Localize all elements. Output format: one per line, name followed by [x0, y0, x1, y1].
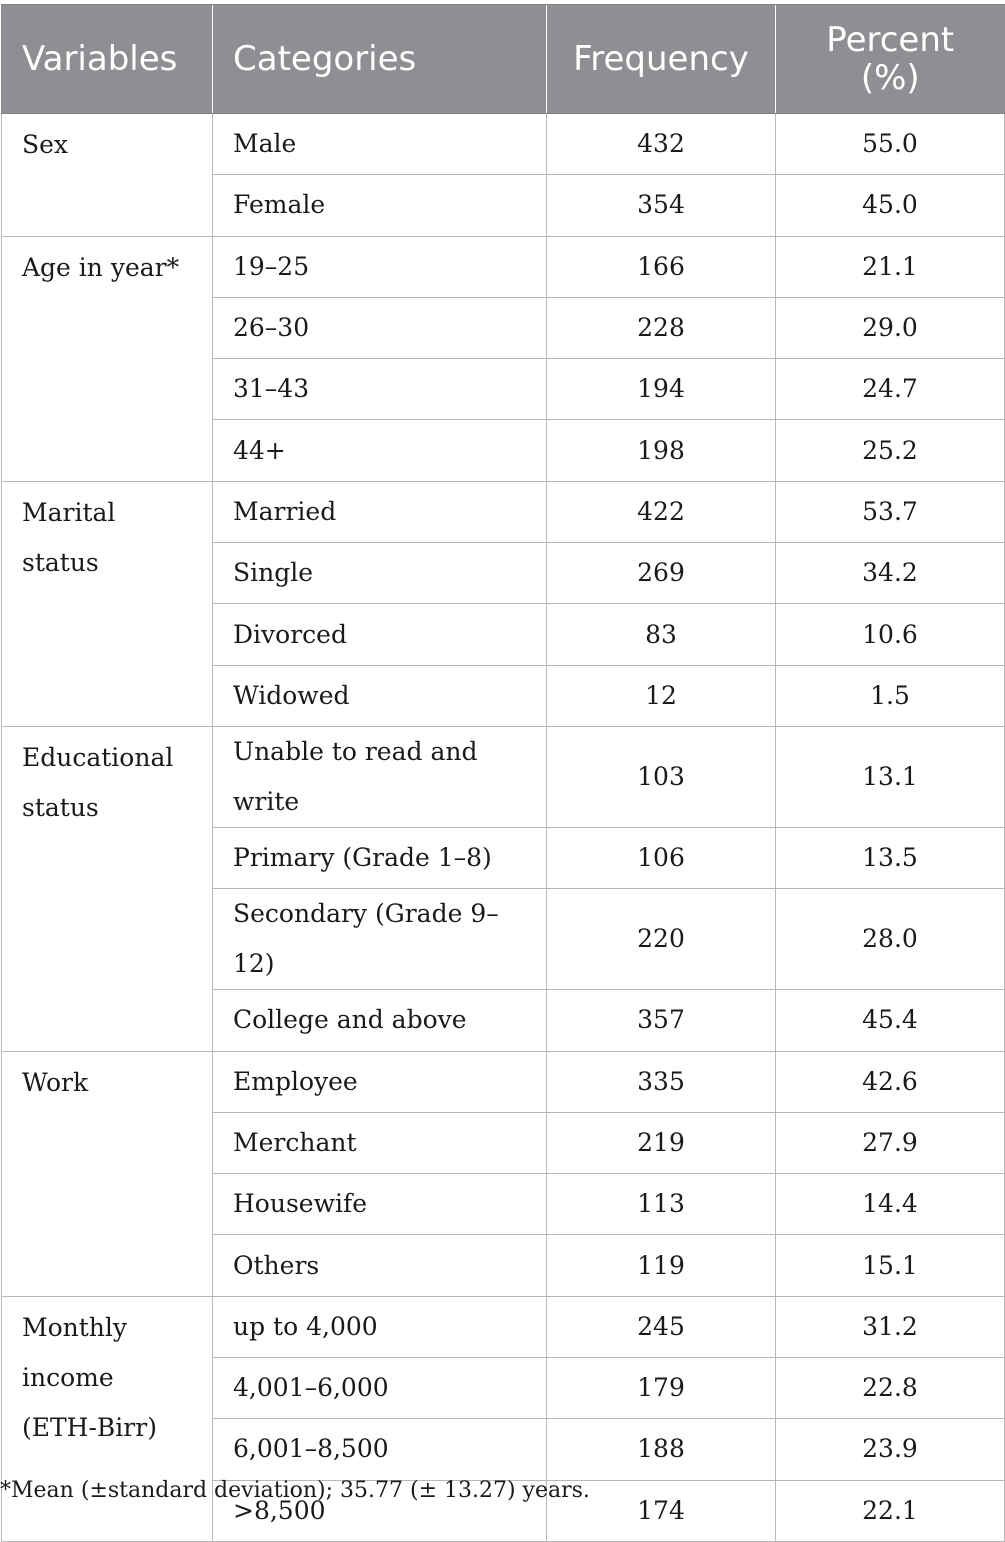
frequency-cell: 119 — [547, 1235, 776, 1296]
frequency-cell: 354 — [547, 175, 776, 236]
variable-cell: Sex — [2, 114, 213, 237]
category-cell: 19–25 — [213, 236, 547, 297]
table-header — [2, 5, 1005, 114]
frequency-cell: 245 — [547, 1296, 776, 1357]
percent-cell: 23.9 — [776, 1419, 1005, 1480]
variable-cell: Monthly income (ETH-Birr) — [2, 1296, 213, 1541]
percent-cell: 45.0 — [776, 175, 1005, 236]
category-cell: Divorced — [213, 604, 547, 665]
category-cell: Married — [213, 481, 547, 542]
table-row — [2, 726, 1005, 827]
percent-cell: 21.1 — [776, 236, 1005, 297]
category-cell: Male — [213, 114, 547, 175]
category-cell: College and above — [213, 990, 547, 1051]
frequency-cell: 12 — [547, 665, 776, 726]
percent-cell: 10.6 — [776, 604, 1005, 665]
percent-cell: 34.2 — [776, 543, 1005, 604]
percent-cell: 25.2 — [776, 420, 1005, 481]
percent-cell: 45.4 — [776, 990, 1005, 1051]
variable-cell: Age in year* — [2, 236, 213, 481]
category-cell: Primary (Grade 1–8) — [213, 827, 547, 888]
percent-cell: 1.5 — [776, 665, 1005, 726]
frequency-cell: 269 — [547, 543, 776, 604]
header-categories: Categories — [213, 5, 547, 114]
frequency-cell: 198 — [547, 420, 776, 481]
category-cell: Secondary (Grade 9–12) — [213, 889, 547, 990]
frequency-cell: 219 — [547, 1112, 776, 1173]
frequency-cell: 83 — [547, 604, 776, 665]
category-cell: Others — [213, 1235, 547, 1296]
frequency-cell: 432 — [547, 114, 776, 175]
percent-cell: 22.8 — [776, 1358, 1005, 1419]
frequency-cell: 166 — [547, 236, 776, 297]
category-cell: Single — [213, 543, 547, 604]
header-variables: Variables — [2, 5, 213, 114]
frequency-cell: 103 — [547, 726, 776, 827]
percent-cell: 13.5 — [776, 827, 1005, 888]
percent-cell: 14.4 — [776, 1174, 1005, 1235]
percent-cell: 28.0 — [776, 889, 1005, 990]
category-cell: Female — [213, 175, 547, 236]
category-cell: Widowed — [213, 665, 547, 726]
frequency-cell: 220 — [547, 889, 776, 990]
percent-cell: 42.6 — [776, 1051, 1005, 1112]
table-row — [2, 1051, 1005, 1112]
table-row — [2, 236, 1005, 297]
category-cell: 6,001–8,500 — [213, 1419, 547, 1480]
frequency-cell: 194 — [547, 359, 776, 420]
percent-cell: 13.1 — [776, 726, 1005, 827]
category-cell: 4,001–6,000 — [213, 1358, 547, 1419]
frequency-cell: 188 — [547, 1419, 776, 1480]
frequency-cell: 357 — [547, 990, 776, 1051]
variable-cell: Marital status — [2, 481, 213, 726]
percent-cell: 55.0 — [776, 114, 1005, 175]
table-row — [2, 481, 1005, 542]
category-cell: 44+ — [213, 420, 547, 481]
category-cell: up to 4,000 — [213, 1296, 547, 1357]
category-cell: 26–30 — [213, 297, 547, 358]
variable-cell: Work — [2, 1051, 213, 1296]
category-cell: Unable to read and write — [213, 726, 547, 827]
percent-cell: 24.7 — [776, 359, 1005, 420]
percent-cell: 27.9 — [776, 1112, 1005, 1173]
frequency-cell: 174 — [547, 1480, 776, 1541]
demographics-table — [1, 4, 1005, 1542]
header-percent: Percent (%) — [776, 5, 1005, 114]
category-cell: >8,500 — [213, 1480, 547, 1541]
category-cell: Housewife — [213, 1174, 547, 1235]
frequency-cell: 335 — [547, 1051, 776, 1112]
percent-cell: 29.0 — [776, 297, 1005, 358]
percent-cell: 22.1 — [776, 1480, 1005, 1541]
frequency-cell: 228 — [547, 297, 776, 358]
percent-cell: 31.2 — [776, 1296, 1005, 1357]
table-row — [2, 114, 1005, 175]
table-footnote: *Mean (±standard deviation); 35.77 (± 13.27) years. — [0, 1478, 590, 1503]
frequency-cell: 106 — [547, 827, 776, 888]
percent-cell: 15.1 — [776, 1235, 1005, 1296]
frequency-cell: 113 — [547, 1174, 776, 1235]
frequency-cell: 422 — [547, 481, 776, 542]
table-body — [2, 114, 1005, 1542]
table-row — [2, 1296, 1005, 1357]
header-frequency: Frequency — [547, 5, 776, 114]
percent-cell: 53.7 — [776, 481, 1005, 542]
category-cell: Merchant — [213, 1112, 547, 1173]
variable-cell: Educational status — [2, 726, 213, 1051]
category-cell: 31–43 — [213, 359, 547, 420]
category-cell: Employee — [213, 1051, 547, 1112]
frequency-cell: 179 — [547, 1358, 776, 1419]
